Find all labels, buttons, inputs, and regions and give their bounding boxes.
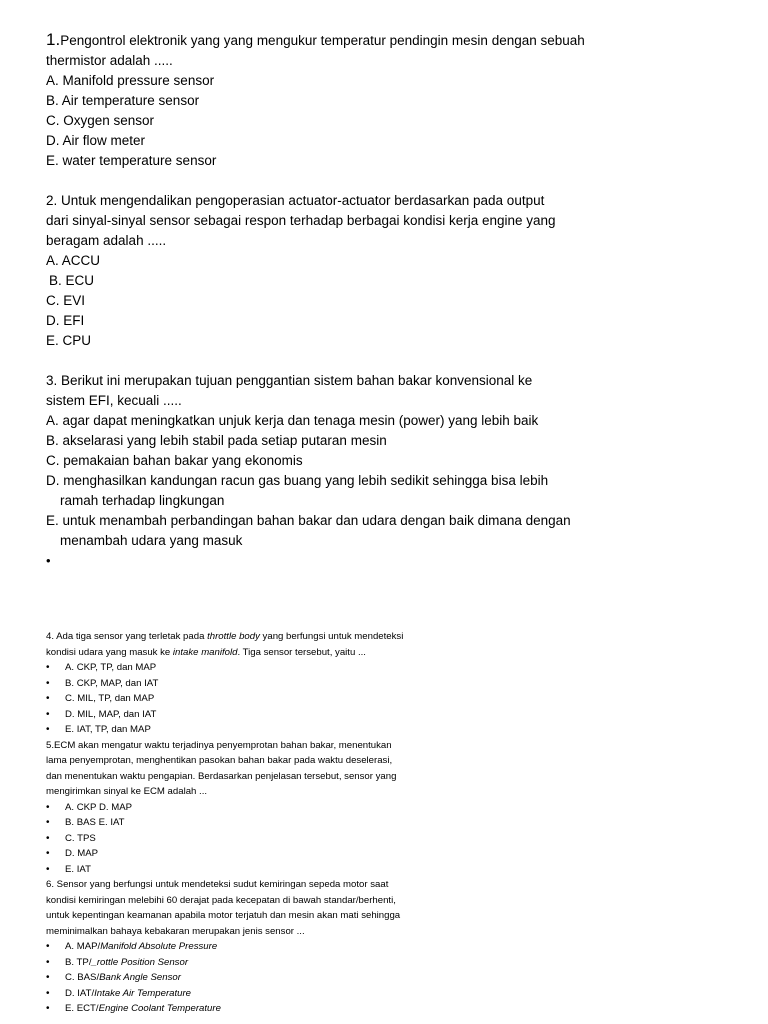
question-4-option-e: • E. IAT, TP, dan MAP (46, 722, 736, 738)
question-4-options (46, 660, 736, 738)
question-1-option-e: E. water temperature sensor (46, 153, 217, 168)
question-4-option-d: • D. MIL, MAP, dan IAT (46, 707, 736, 723)
question-5-text-line-1: 5.ECM akan mengatur waktu terjadinya penyemprotan bahan bakar, menentukan (46, 739, 392, 751)
question-6-option-a: • A. MAP/Manifold Absolute Pressure (46, 939, 736, 955)
question-2-option-d: D. EFI (46, 313, 85, 328)
empty-bullet: • (46, 553, 51, 568)
question-6-options (46, 939, 736, 1017)
question-2-option-a: A. ACCU (46, 253, 101, 268)
question-3-option-c: C. pemakaian bahan bakar yang ekonomis (46, 453, 303, 468)
document-page (46, 30, 736, 1017)
question-3-option-e-line-1: E. untuk menambah perbandingan bahan bakar dan udara dengan baik dimana dengan (46, 513, 571, 528)
question-2-text-line-2: dari sinyal-sinyal sensor sebagai respon terhadap berbagai kondisi kerja engine yang (46, 213, 556, 228)
question-4-option-a: • A. CKP, TP, dan MAP (46, 660, 736, 676)
question-6-option-e: • E. ECT/Engine Coolant Temperature (46, 1001, 736, 1017)
question-6 (46, 877, 736, 1017)
question-2 (46, 191, 736, 351)
question-3-option-b: B. akselarasi yang lebih stabil pada setiap putaran mesin (46, 433, 387, 448)
question-6-option-b: • B. TP/_rottle Position Sensor (46, 955, 736, 971)
question-3-option-e-line-2: menambah udara yang masuk (60, 533, 243, 548)
question-5-text-line-2: lama penyemprotan, menghentikan pasokan bahan bakar pada waktu deselerasi, (46, 755, 393, 766)
question-5 (46, 738, 736, 878)
question-2-text-line-1: 2. Untuk mengendalikan pengoperasian actuator-actuator berdasarkan pada output (46, 193, 545, 208)
question-2-option-e: E. CPU (46, 333, 92, 348)
question-6-text-line-1: 6. Sensor yang berfungsi untuk mendeteksi sudut kemiringan sepeda motor saat (46, 879, 389, 890)
question-1-number: 1. (46, 30, 61, 49)
question-5-text-line-4: mengirimkan sinyal ke ECM adalah ... (46, 786, 208, 797)
question-3-option-d-line-2: ramah terhadap lingkungan (60, 493, 225, 508)
question-2-option-b: B. ECU (49, 273, 95, 288)
question-1-text-line-2: thermistor adalah ..... (46, 53, 173, 68)
question-2-text-line-3: beragam adalah ..... (46, 233, 167, 248)
question-6-text-line-2: kondisi kemiringan melebihi 60 derajat pada kecepatan di bawah standar/berhenti, (46, 894, 396, 906)
question-5-text-line-3: dan menentukan waktu pengapian. Berdasarkan penjelasan tersebut, sensor yang (46, 770, 397, 782)
question-4-text-line-2: kondisi udara yang masuk ke intake manifold. Tiga sensor tersebut, yaitu ... (46, 646, 366, 658)
question-4-option-b: • B. CKP, MAP, dan IAT (46, 676, 736, 692)
question-1-option-b: B. Air temperature sensor (46, 93, 200, 108)
question-5-option-e: • E. IAT (46, 862, 736, 878)
question-6-text-line-4: meminimalkan bahaya kebakaran merupakan jenis sensor ... (46, 925, 305, 937)
question-2-option-c: C. EVI (46, 293, 86, 308)
question-5-option-d: • D. MAP (46, 846, 736, 862)
question-4-option-c: • C. MIL, TP, dan MAP (46, 691, 736, 707)
question-6-text-line-3: untuk kepentingan keamanan apabila motor terjatuh dan mesin akan mati sehingga (46, 910, 401, 921)
question-3-option-d-line-1: D. menghasilkan kandungan racun gas buang yang lebih sedikit sehingga bisa lebih (46, 473, 549, 488)
question-3-text-line-1: 3. Berikut ini merupakan tujuan penggantian sistem bahan bakar konvensional ke (46, 373, 533, 388)
question-5-option-b: • B. BAS E. IAT (46, 815, 736, 831)
question-6-option-c: • C. BAS/Bank Angle Sensor (46, 970, 736, 986)
question-5-option-c: • C. TPS (46, 831, 736, 847)
question-3-text-line-2: sistem EFI, kecuali ..... (46, 393, 182, 408)
question-1-option-c: C. Oxygen sensor (46, 113, 155, 128)
question-6-option-d: • D. IAT/Intake Air Temperature (46, 986, 736, 1002)
question-5-option-a: • A. CKP D. MAP (46, 800, 736, 816)
question-3-option-a: A. agar dapat meningkatkan unjuk kerja dan tenaga mesin (power) yang lebih baik (46, 413, 539, 428)
question-4 (46, 629, 736, 738)
question-1-option-d: D. Air flow meter (46, 133, 146, 148)
question-1-option-a: A. Manifold pressure sensor (46, 73, 215, 88)
question-4-text-line-1: 4. Ada tiga sensor yang terletak pada throttle body yang berfungsi untuk mendeteksi (46, 631, 404, 642)
question-5-options (46, 800, 736, 878)
question-1 (46, 30, 736, 171)
question-3 (46, 371, 736, 571)
question-1-text-line-1: 1.Pengontrol elektronik yang yang mengukur temperatur pendingin mesin dengan sebuah (46, 30, 585, 49)
